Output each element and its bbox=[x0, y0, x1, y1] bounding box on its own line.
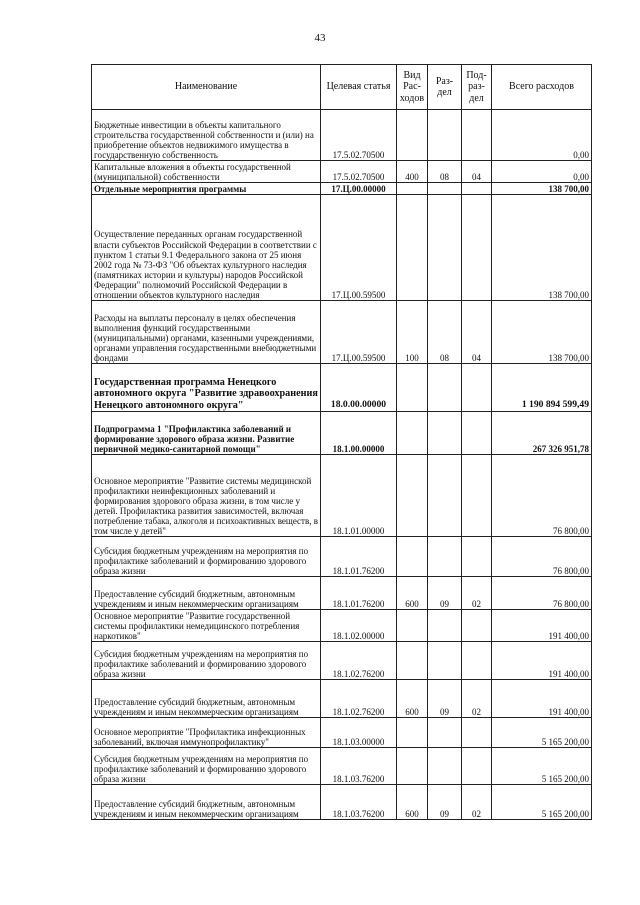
row-expense-type: 400 bbox=[397, 161, 428, 183]
row-name: Предоставление субсидий бюджетным, автономным учреждениям и иным некоммерческим организациям bbox=[92, 680, 321, 718]
row-subsection bbox=[462, 183, 492, 195]
row-total: 5 165 200,00 bbox=[492, 785, 592, 820]
header-total: Всего расходов bbox=[492, 65, 592, 110]
header-section: Раз-дел bbox=[428, 65, 462, 110]
table-row bbox=[92, 785, 592, 820]
row-expense-type bbox=[397, 748, 428, 785]
table-row bbox=[92, 610, 592, 642]
row-target-article: 18.1.02.76200 bbox=[321, 680, 397, 718]
row-expense-type bbox=[397, 183, 428, 195]
row-section: 08 bbox=[428, 301, 462, 364]
row-expense-type bbox=[397, 718, 428, 748]
row-section bbox=[428, 412, 462, 455]
table-row bbox=[92, 183, 592, 195]
row-name: Государственная программа Ненецкого автономного округа "Развитие здравоохранения Ненецкого автономного округа" bbox=[92, 364, 321, 412]
row-section: 09 bbox=[428, 785, 462, 820]
header-name: Наименование bbox=[92, 65, 321, 110]
row-total: 191 400,00 bbox=[492, 610, 592, 642]
table-row bbox=[92, 455, 592, 537]
row-section bbox=[428, 642, 462, 680]
row-section bbox=[428, 183, 462, 195]
row-total: 138 700,00 bbox=[492, 195, 592, 301]
row-total: 191 400,00 bbox=[492, 680, 592, 718]
row-total: 267 326 951,78 bbox=[492, 412, 592, 455]
row-name: Предоставление субсидий бюджетным, автономным учреждениям и иным некоммерческим организациям bbox=[92, 577, 321, 610]
row-target-article: 18.1.03.76200 bbox=[321, 785, 397, 820]
row-name: Основное мероприятие "Профилактика инфекционных заболеваний, включая иммунопрофилактику" bbox=[92, 718, 321, 748]
row-name: Отдельные мероприятия программы bbox=[92, 183, 321, 195]
row-expense-type: 600 bbox=[397, 577, 428, 610]
header-target-article: Целевая статья bbox=[321, 65, 397, 110]
table-row bbox=[92, 748, 592, 785]
row-name: Основное мероприятие "Развитие системы медицинской профилактики неинфекционных заболеваний и формирования здорового образа жизни, в том числе у детей. Профилактика развития зависимостей, включая потребление табака, алкоголя и психоактивных веществ, в том числе у детей" bbox=[92, 455, 321, 537]
page-number: 43 bbox=[314, 32, 326, 44]
table-row bbox=[92, 642, 592, 680]
row-target-article: 18.1.01.76200 bbox=[321, 577, 397, 610]
row-name: Расходы на выплаты персоналу в целях обеспечения выполнения функций государственными (муниципальными) органами, казенными учреждениями, органами управления государственными внебюджетными фондами bbox=[92, 301, 321, 364]
row-subsection bbox=[462, 195, 492, 301]
row-expense-type: 600 bbox=[397, 785, 428, 820]
table-row bbox=[92, 680, 592, 718]
row-target-article: 17.Ц.00.59500 bbox=[321, 301, 397, 364]
row-name: Субсидия бюджетным учреждениям на мероприятия по профилактике заболеваний и формированию здорового образа жизни bbox=[92, 537, 321, 577]
row-subsection bbox=[462, 110, 492, 161]
row-subsection: 02 bbox=[462, 577, 492, 610]
row-total: 76 800,00 bbox=[492, 455, 592, 537]
row-section bbox=[428, 110, 462, 161]
row-expense-type bbox=[397, 412, 428, 455]
row-expense-type: 100 bbox=[397, 301, 428, 364]
row-target-article: 18.1.01.76200 bbox=[321, 537, 397, 577]
row-subsection bbox=[462, 718, 492, 748]
row-section bbox=[428, 195, 462, 301]
row-target-article: 17.Ц.00.00000 bbox=[321, 183, 397, 195]
row-section bbox=[428, 610, 462, 642]
header-subsection: Под-раз-дел bbox=[462, 65, 492, 110]
row-name: Капитальные вложения в объекты государственной (муниципальной) собственности bbox=[92, 161, 321, 183]
row-section: 08 bbox=[428, 161, 462, 183]
row-section: 09 bbox=[428, 577, 462, 610]
table-row bbox=[92, 577, 592, 610]
row-section bbox=[428, 537, 462, 577]
row-subsection bbox=[462, 455, 492, 537]
row-expense-type bbox=[397, 364, 428, 412]
row-total: 76 800,00 bbox=[492, 537, 592, 577]
row-target-article: 18.1.03.00000 bbox=[321, 718, 397, 748]
row-expense-type bbox=[397, 537, 428, 577]
budget-table bbox=[91, 64, 592, 820]
row-target-article: 18.1.02.00000 bbox=[321, 610, 397, 642]
row-subsection bbox=[462, 748, 492, 785]
row-section bbox=[428, 455, 462, 537]
row-section: 09 bbox=[428, 680, 462, 718]
table-row bbox=[92, 537, 592, 577]
row-subsection: 04 bbox=[462, 301, 492, 364]
row-total: 138 700,00 bbox=[492, 183, 592, 195]
row-total: 5 165 200,00 bbox=[492, 718, 592, 748]
row-target-article: 17.Ц.00.59500 bbox=[321, 195, 397, 301]
row-subsection bbox=[462, 537, 492, 577]
row-target-article: 18.1.00.00000 bbox=[321, 412, 397, 455]
row-subsection: 02 bbox=[462, 785, 492, 820]
table-row bbox=[92, 412, 592, 455]
table-header bbox=[92, 65, 592, 110]
table-row bbox=[92, 161, 592, 183]
table-row bbox=[92, 364, 592, 412]
table-row bbox=[92, 301, 592, 364]
table-row bbox=[92, 718, 592, 748]
header-expense-type: Вид Рас-ходов bbox=[397, 65, 428, 110]
row-expense-type bbox=[397, 110, 428, 161]
table-body bbox=[92, 110, 592, 820]
row-name: Подпрограмма 1 "Профилактика заболеваний и формирование здорового образа жизни. Развитие первичной медико-санитарной помощи" bbox=[92, 412, 321, 455]
row-target-article: 18.0.00.00000 bbox=[321, 364, 397, 412]
row-target-article: 18.1.01.00000 bbox=[321, 455, 397, 537]
row-section bbox=[428, 718, 462, 748]
row-expense-type bbox=[397, 642, 428, 680]
row-subsection: 02 bbox=[462, 680, 492, 718]
row-subsection bbox=[462, 642, 492, 680]
row-section bbox=[428, 364, 462, 412]
row-total: 5 165 200,00 bbox=[492, 748, 592, 785]
row-target-article: 17.5.02.70500 bbox=[321, 161, 397, 183]
row-total: 138 700,00 bbox=[492, 301, 592, 364]
row-subsection: 04 bbox=[462, 161, 492, 183]
row-total: 0,00 bbox=[492, 110, 592, 161]
row-name: Осуществление переданных органам государственной власти субъектов Российской Федерации в соответствии с пунктом 1 статьи 9.1 Федерального закона от 25 июня 2002 года № 73-ФЗ "Об объектах культурного наследия (памятниках истории и культуры) народов Российской Федерации" полномочий Российской Федерации в отношении объектов культурного наследия bbox=[92, 195, 321, 301]
row-total: 76 800,00 bbox=[492, 577, 592, 610]
row-total: 191 400,00 bbox=[492, 642, 592, 680]
table-row bbox=[92, 110, 592, 161]
row-subsection bbox=[462, 610, 492, 642]
row-name: Основное мероприятие "Развитие государственной системы профилактики немедицинского потребления наркотиков" bbox=[92, 610, 321, 642]
row-target-article: 18.1.02.76200 bbox=[321, 642, 397, 680]
row-name: Субсидия бюджетным учреждениям на мероприятия по профилактике заболеваний и формированию здорового образа жизни bbox=[92, 748, 321, 785]
row-expense-type bbox=[397, 455, 428, 537]
row-total: 0,00 bbox=[492, 161, 592, 183]
row-expense-type bbox=[397, 610, 428, 642]
row-subsection bbox=[462, 412, 492, 455]
row-subsection bbox=[462, 364, 492, 412]
row-target-article: 18.1.03.76200 bbox=[321, 748, 397, 785]
row-section bbox=[428, 748, 462, 785]
table-row bbox=[92, 195, 592, 301]
row-name: Бюджетные инвестиции в объекты капитального строительства государственной собственности и (или) на приобретение объектов недвижимого имущества в государственную собственность bbox=[92, 110, 321, 161]
row-name: Предоставление субсидий бюджетным, автономным учреждениям и иным некоммерческим организациям bbox=[92, 785, 321, 820]
row-target-article: 17.5.02.70500 bbox=[321, 110, 397, 161]
row-total: 1 190 894 599,49 bbox=[492, 364, 592, 412]
row-expense-type bbox=[397, 195, 428, 301]
row-name: Субсидия бюджетным учреждениям на мероприятия по профилактике заболеваний и формированию здорового образа жизни bbox=[92, 642, 321, 680]
row-expense-type: 600 bbox=[397, 680, 428, 718]
